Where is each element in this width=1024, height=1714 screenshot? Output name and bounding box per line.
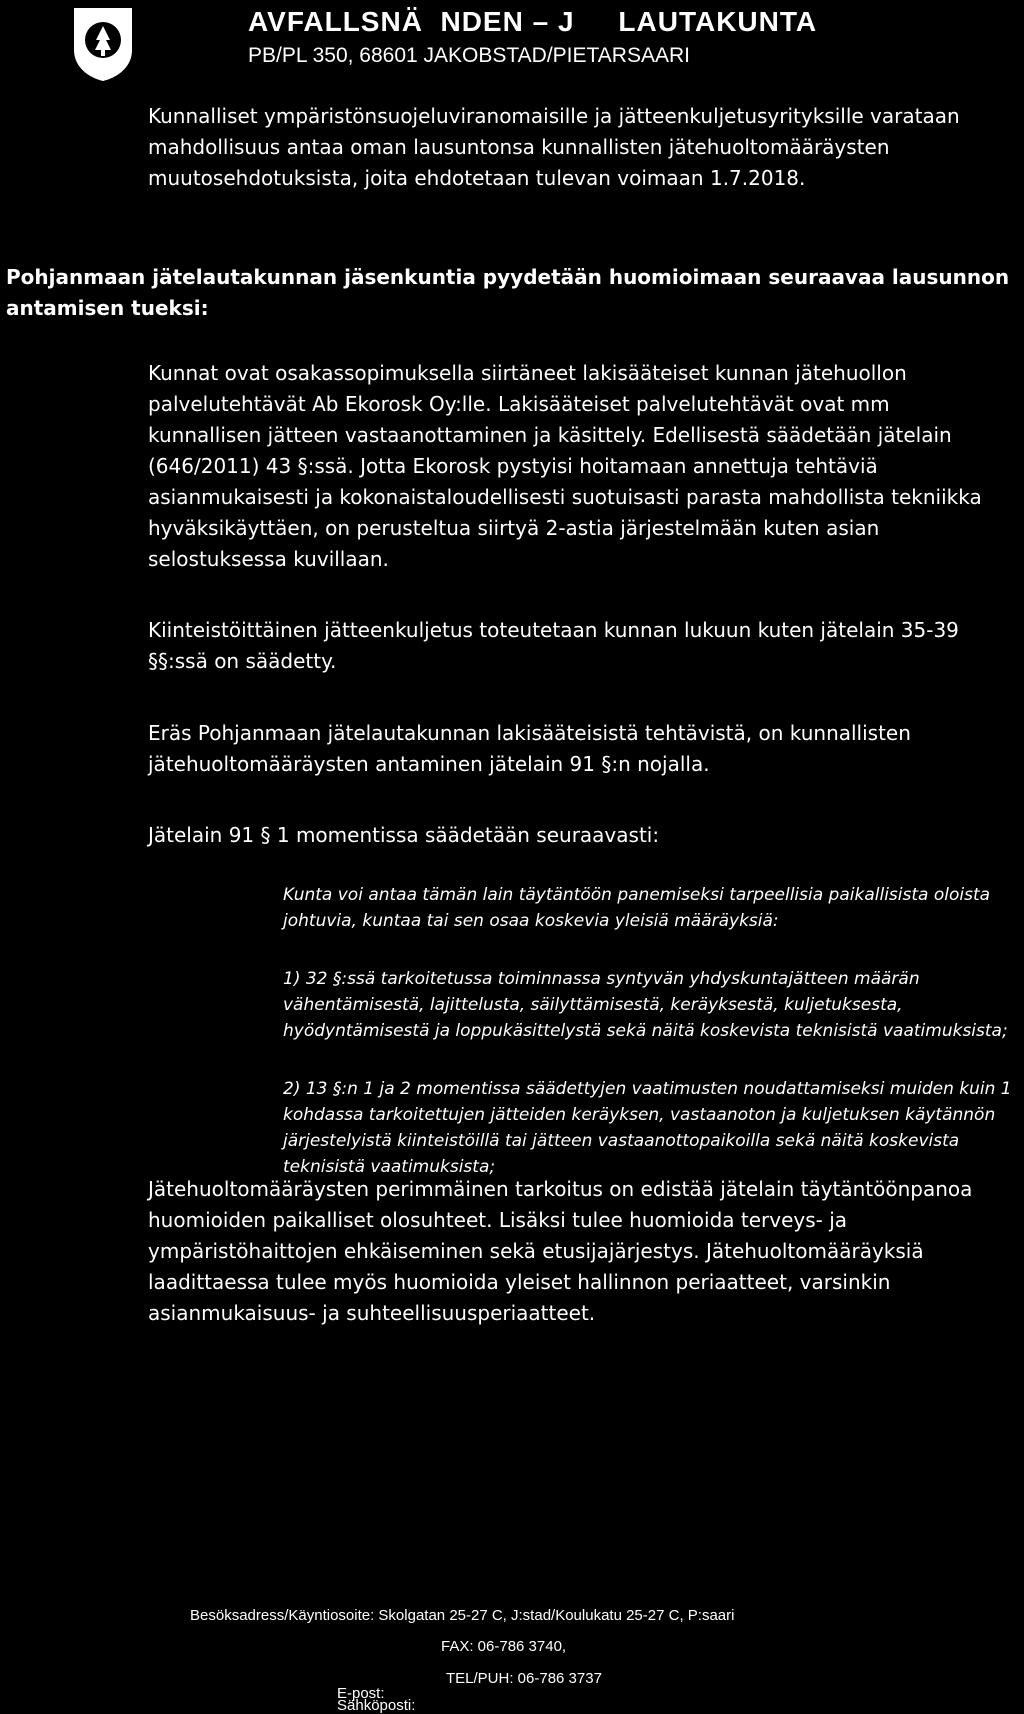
footer-visiting-address: Besöksadress/Käyntiosoite: Skolgatan 25-27 C, J:stad/Koulukatu 25-27 C, P:saari (190, 1607, 735, 1624)
organization-address: PB/PL 350, 68601 JAKOBSTAD/PIETARSAARI (248, 44, 690, 67)
section-heading: Pohjanmaan jätelautakunnan jäsenkuntia pyydetään huomioimaan seuraavaa lausunnon antamisen tueksi: (6, 265, 1010, 320)
footer-email-label: E-post: (337, 1685, 385, 1702)
footer-phone: TEL/PUH: 06-786 3737 (446, 1670, 602, 1687)
organization-name: AVFALLSNÄ NDEN – J LAUTAKUNTA (248, 6, 818, 37)
transport-paragraph: Kiinteistöittäinen jätteenkuljetus toteutetaan kunnan lukuun kuten jätelain 35-39 §§:ssä on säädetty. (148, 618, 959, 673)
law-quote-item-2: 2) 13 §:n 1 ja 2 momentissa säädettyjen vaatimusten noudattamiseksi muiden kuin 1 kohdassa tarkoitettujen jätteiden keräyksen, vastaanoton ja kuljetuksen käytännön järjestelyistä kiinteistöillä tai jätteen vastaanottopaikoilla sekä näitä koskevista teknisistä vaatimuksista; (283, 1079, 1012, 1177)
law-quote-item-1: 1) 32 §:ssä tarkoitetussa toiminnassa syntyvän yhdyskuntajätteen määrän vähentämisestä, lajittelusta, säilyttämisestä, keräyksestä, kuljetuksesta, hyödyntämisestä ja loppukäsittelystä sekä näitä koskevista teknisistä vaatimuksista; (283, 969, 1008, 1041)
law-intro-paragraph: Jätelain 91 § 1 momentissa säädetään seuraavasti: (148, 823, 660, 847)
ekorosk-paragraph: Kunnat ovat osakassopimuksella siirtäneet lakisääteiset kunnan jätehuollon palvelutehtävät Ab Ekorosk Oy:lle. Lakisääteiset palvelutehtävät ovat mm kunnallisen jätteen vastaanottaminen ja käsittely. Edellisestä säädetään jätelain (646/2011) 43 §:ssä. Jotta Ekorosk pystyisi hoitamaan annettuja tehtäviä asianmukaisesti ja kokonaistaloudellisesti suotuisasti parasta mahdollista tekniikka hyväksikäyttäen, on perusteltua siirtyä 2-astia järjestelmään kuten asian selostuksessa kuvillaan. (148, 361, 982, 571)
intro-paragraph: Kunnalliset ympäristönsuojeluviranomaisille ja jätteenkuljetusyrityksille varataan mahdollisuus antaa oman lausuntonsa kunnallisten jätehuoltomääräysten muutosehdotuksista, joita ehdotetaan tulevan voimaan 1.7.2018. (148, 104, 960, 190)
footer-fax: FAX: 06-786 3740, (441, 1638, 567, 1655)
footer-email-label-fi: Sähköposti: (337, 1697, 416, 1714)
municipal-logo-icon (70, 6, 136, 82)
tasks-paragraph: Eräs Pohjanmaan jätelautakunnan lakisääteisistä tehtävistä, on kunnallisten jätehuoltomääräysten antaminen jätelain 91 §:n nojalla. (148, 721, 911, 776)
purpose-paragraph: Jätehuoltomääräysten perimmäinen tarkoitus on edistää jätelain täytäntöönpanoa huomioiden paikalliset olosuhteet. Lisäksi tulee huomioida terveys- ja ympäristöhaittojen ehkäiseminen sekä etusijajärjestys. Jätehuoltomääräyksiä laadittaessa tulee myös huomioida yleiset hallinnon periaatteet, varsinkin asianmukaisuus- ja suhteellisuusperiaatteet. (148, 1177, 973, 1325)
law-quote-intro: Kunta voi antaa tämän lain täytäntöön panemiseksi tarpeellisia paikallisista oloista johtuvia, kuntaa tai sen osaa koskevia yleisiä määräyksiä: (283, 885, 991, 931)
